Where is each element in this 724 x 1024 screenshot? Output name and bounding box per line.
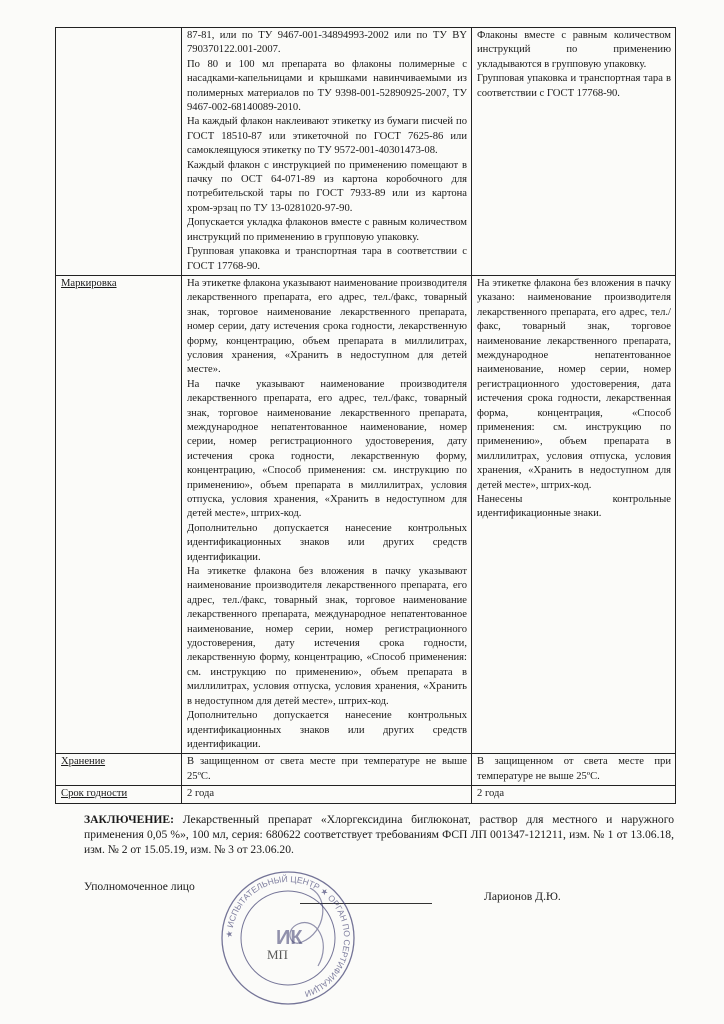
- specification-table: [55, 27, 676, 804]
- cell-paragraph: Флаконы вместе с равным количеством инструкций по применению укладываются в групповую упаковку.: [477, 30, 671, 70]
- official-seal-stamp: [218, 868, 358, 1008]
- cell-paragraph: Дополнительно допускается нанесение контрольных идентификационных знаков или других средств идентификации.: [187, 710, 467, 750]
- row-label-cell: Хранение: [56, 754, 182, 786]
- table-row: [56, 28, 676, 276]
- signatory-name: Ларионов Д.Ю.: [484, 890, 561, 903]
- requirements-cell: [182, 275, 472, 753]
- table-row: [56, 754, 676, 786]
- cell-paragraph: Нанесены контрольные идентификационные знаки.: [477, 494, 671, 520]
- cell-paragraph: Дополнительно допускается нанесение контрольных идентификационных знаков или других средств идентификации.: [187, 522, 467, 563]
- cell-paragraph: Групповая упаковка и транспортная тара в соответствии с ГОСТ 17768-90.: [187, 246, 467, 272]
- cell-paragraph: По 80 и 100 мл препарата во флаконы полимерные с насадками-капельницами и крышками навинчиваемыми из полимерных материалов по ТУ 9398-001-52890925-2007, ТУ 9467-002-68140089-2010.: [187, 58, 467, 114]
- row-label-cell: Маркировка: [56, 275, 182, 753]
- cell-paragraph: На этикетке флакона без вложения в пачку указывают наименование производителя лекарственного препарата, его адрес, тел./факс, товарный знак, торговое наименование лекарственного препарата, международное непатентованное наименование, номер серии, номер регистрационного удостоверения, дату истечения срока годности, лекарственную форму, концентрацию, «Способ применения: см. инструкцию по применению», объем препарата в миллилитрах, условия отпуска, условия хранения, «Хранить в недоступном для детей месте», штрих-код.: [187, 566, 467, 707]
- seal-graphic: [218, 868, 358, 1008]
- cell-paragraph: Допускается укладка флаконов вместе с равным количеством инструкций по применению в групповую упаковку.: [187, 217, 467, 243]
- authorized-person-label: Уполномоченное лицо: [84, 880, 195, 893]
- cell-paragraph: 2 года: [187, 788, 215, 800]
- cell-paragraph: В защищенном от света месте при температуре не выше 25ºС.: [477, 756, 671, 782]
- cell-paragraph: На пачке указывают наименование производителя лекарственного препарата, его адрес, тел./факс, товарный знак, торговое наименование лекарственного препарата, международное непатентованное наименование, номер серии, номер регистрационного удостоверения, дату истечения срока годности, лекарственную форму, концентрацию, «Способ применения: см. инструкцию по применению», объем препарата в миллилитрах, условия отпуска, условия хранения, «Хранить в недоступном для детей месте», штрих-код.: [187, 378, 467, 520]
- results-cell: [472, 28, 676, 276]
- cell-paragraph: На каждый флакон наклеивают этикетку из бумаги писчей по ГОСТ 18510-87 или этикеточной по ГОСТ 7625-86 или самоклеящуюся этикетку по ТУ 9572-001-40301473-08.: [187, 116, 467, 157]
- cell-paragraph: 87-81, или по ТУ 9467-001-34894993-2002 или по ТУ BY 790370122.001-2007.: [187, 30, 467, 56]
- table-row: [56, 275, 676, 753]
- requirements-cell: [182, 28, 472, 276]
- seal-letters: ИК: [276, 927, 303, 949]
- cell-paragraph: На этикетке флакона без вложения в пачку указано: наименование производителя лекарственного препарата, его адрес, тел./факс, товарный знак, торговое наименование лекарственного препарата, международное непатентованное наименование, номер серии, номер регистрационного удостоверения, дата истечения срока годности, лекарственная форма, концентрация, «Способ применения: см. инструкцию по применению», объем препарата в миллилитрах, условия отпуска, условия хранения, «Хранить в недоступном для детей месте», штрих-код.: [477, 277, 671, 491]
- results-cell: [472, 754, 676, 786]
- requirements-cell: [182, 754, 472, 786]
- seal-mp-label: МП: [267, 947, 288, 962]
- cell-paragraph: В защищенном от света месте при температуре не выше 25ºС.: [187, 756, 467, 782]
- conclusion-text: Лекарственный препарат «Хлоргексидина биглюконат, раствор для местного и наружного применения 0,05 %», 100 мл, серия: 680622 соответствует требованиям ФСП ЛП 001347-121211, изм. № 1 от 13.06.18, изм. № 2 от 15.05.19, изм. № 3 от 23.06.20.: [84, 813, 674, 856]
- row-label-cell: [56, 28, 182, 276]
- seal-ring-text: ★ ИСПЫТАТЕЛЬНЫЙ ЦЕНТР ★ ОРГАН ПО СЕРТИФИКАЦИИ: [223, 873, 353, 1000]
- conclusion-paragraph: [84, 812, 674, 857]
- requirements-cell: [182, 786, 472, 803]
- cell-paragraph: На этикетке флакона указывают наименование производителя лекарственного препарата, его адрес, тел./факс, товарный знак, торговое наименование лекарственного препарата, номер серии, дату истечения срока годности, лекарственную форму, концентрацию, объем препарата в миллилитрах, условия хранения, «Хранить в недоступном для детей месте».: [187, 277, 467, 376]
- cell-paragraph: Групповая упаковка и транспортная тара в соответствии с ГОСТ 17768-90.: [477, 73, 671, 99]
- conclusion-lead: ЗАКЛЮЧЕНИЕ:: [84, 813, 175, 826]
- cell-paragraph: 2 года: [477, 788, 505, 800]
- cell-paragraph: Каждый флакон с инструкцией по применению помещают в пачку по ОСТ 64-071-89 из картона коробочного для потребительской тары по ГОСТ 7933-89 или из картона хром-эрзац по ТУ 13-0281020-97-90.: [187, 159, 467, 214]
- results-cell: [472, 786, 676, 803]
- results-cell: [472, 275, 676, 753]
- row-label-cell: Срок годности: [56, 786, 182, 803]
- table-row: [56, 786, 676, 803]
